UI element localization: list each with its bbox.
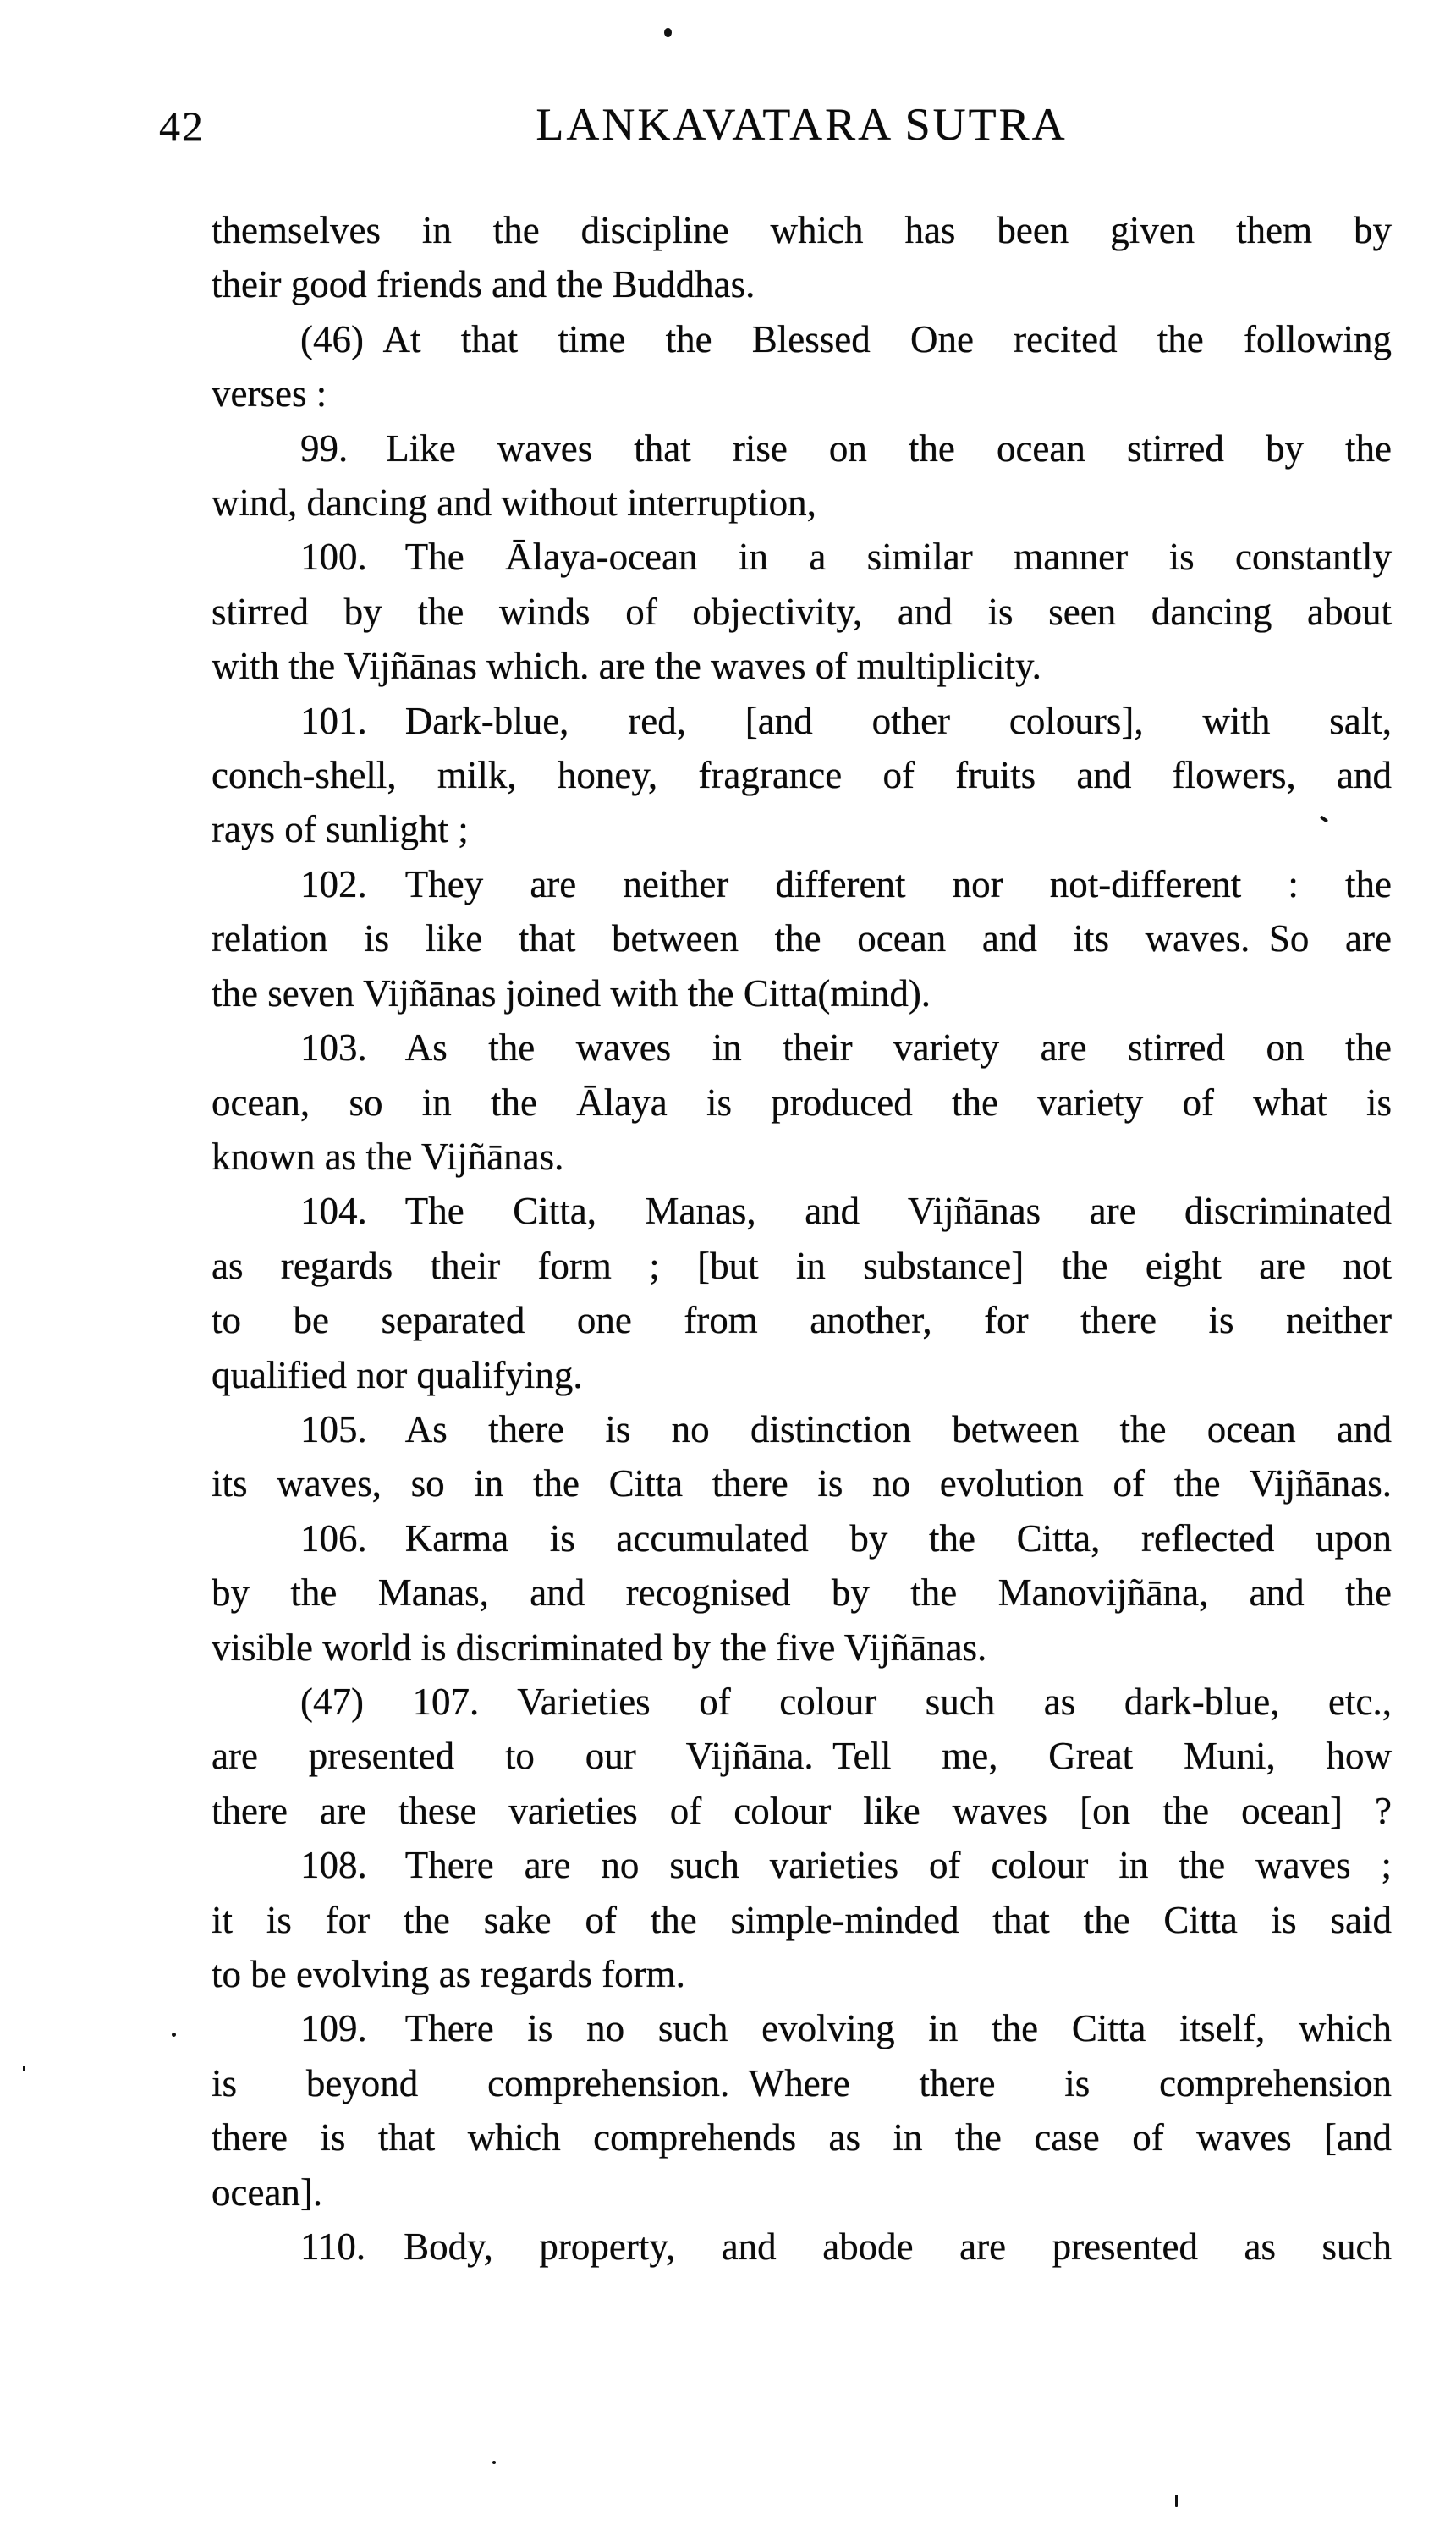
text-line: with the Vijñānas which. are the waves of multiplicity. [212,645,1041,688]
text-line: conch-shell, milk, honey, fragrance of fruits and flowers, and [212,754,1392,797]
text-line: rays of sunlight ; [212,808,469,851]
ink-speck [664,28,672,37]
ink-speck [1175,2495,1178,2507]
text-line: themselves in the discipline which has been given them by [212,209,1392,251]
page-header [159,99,1392,150]
text-line: are presented to our Vijñāna. Tell me, Great Muni, how [212,1735,1392,1778]
text-line: verses : [212,372,327,415]
text-line: the seven Vijñānas joined with the Citta(mind). [212,971,931,1015]
running-title: LANKAVATARA SUTRA [536,99,1068,150]
text-line: 101. Dark-blue, red, [and other colours], with salt, [300,699,1392,742]
text-line: 103. As the waves in their variety are stirred on the [300,1026,1392,1070]
text-line: there are these varieties of colour like waves [on the ocean] ? [212,1789,1392,1832]
text-line: as regards their form ; [but in substance] the eight are not [212,1244,1392,1287]
text-line: 108. There are no such varieties of colour in the waves ; [300,1844,1392,1887]
text-line: ocean]. [212,2170,323,2214]
text-line: qualified nor qualifying. [212,1353,583,1396]
ink-speck [172,2033,176,2037]
text-line: their good friends and the Buddhas. [212,263,755,306]
text-line: 106. Karma is accumulated by the Citta, reflected upon [300,1516,1392,1560]
text-line: it is for the sake of the simple-minded that the Citta is said [212,1898,1392,1941]
text-line: is beyond comprehension. Where there is comprehension [212,2061,1392,2104]
text-line: its waves, so in the Citta there is no evolution of the Vijñānas. [212,1462,1392,1505]
text-line: to be separated one from another, for there is neither [212,1299,1392,1342]
text-line: known as the Vijñānas. [212,1135,564,1178]
text-line: there is that which comprehends as in the case of waves [and [212,2116,1392,2159]
text-line: wind, dancing and without interruption, [212,481,816,525]
text-body [212,203,1392,2274]
text-line: 102. They are neither different nor not-different : the [300,862,1392,905]
text-line: ocean, so in the Ālaya is produced the variety of what is [212,1081,1392,1124]
ink-speck [492,2461,496,2464]
text-line: 99. Like waves that rise on the ocean stirred by the [300,426,1392,470]
text-line: 105. As there is no distinction between the ocean and [300,1407,1392,1450]
text-line: relation is like that between the ocean and its waves. So are [212,917,1392,960]
text-line: visible world is discriminated by the five Vijñānas. [212,1626,987,1669]
text-line: 104. The Citta, Manas, and Vijñānas are discriminated [300,1190,1392,1233]
text-line: to be evolving as regards form. [212,1953,685,1995]
text-line: 109. There is no such evolving in the Citta itself, which [300,2007,1392,2050]
ink-speck [23,2066,25,2071]
text-line: (46) At that time the Blessed One recited the following [300,317,1392,360]
text-line: stirred by the winds of objectivity, and is seen dancing about [212,590,1392,633]
text-line: by the Manas, and recognised by the Manovijñāna, and the [212,1571,1392,1615]
page-number: 42 [159,102,205,150]
text-line: (47) 107. Varieties of colour such as dark-blue, etc., [300,1680,1392,1723]
text-line: 100. The Ālaya-ocean in a similar manner is constantly [300,536,1392,579]
text-line: 110. Body, property, and abode are presented as such [300,2225,1392,2269]
